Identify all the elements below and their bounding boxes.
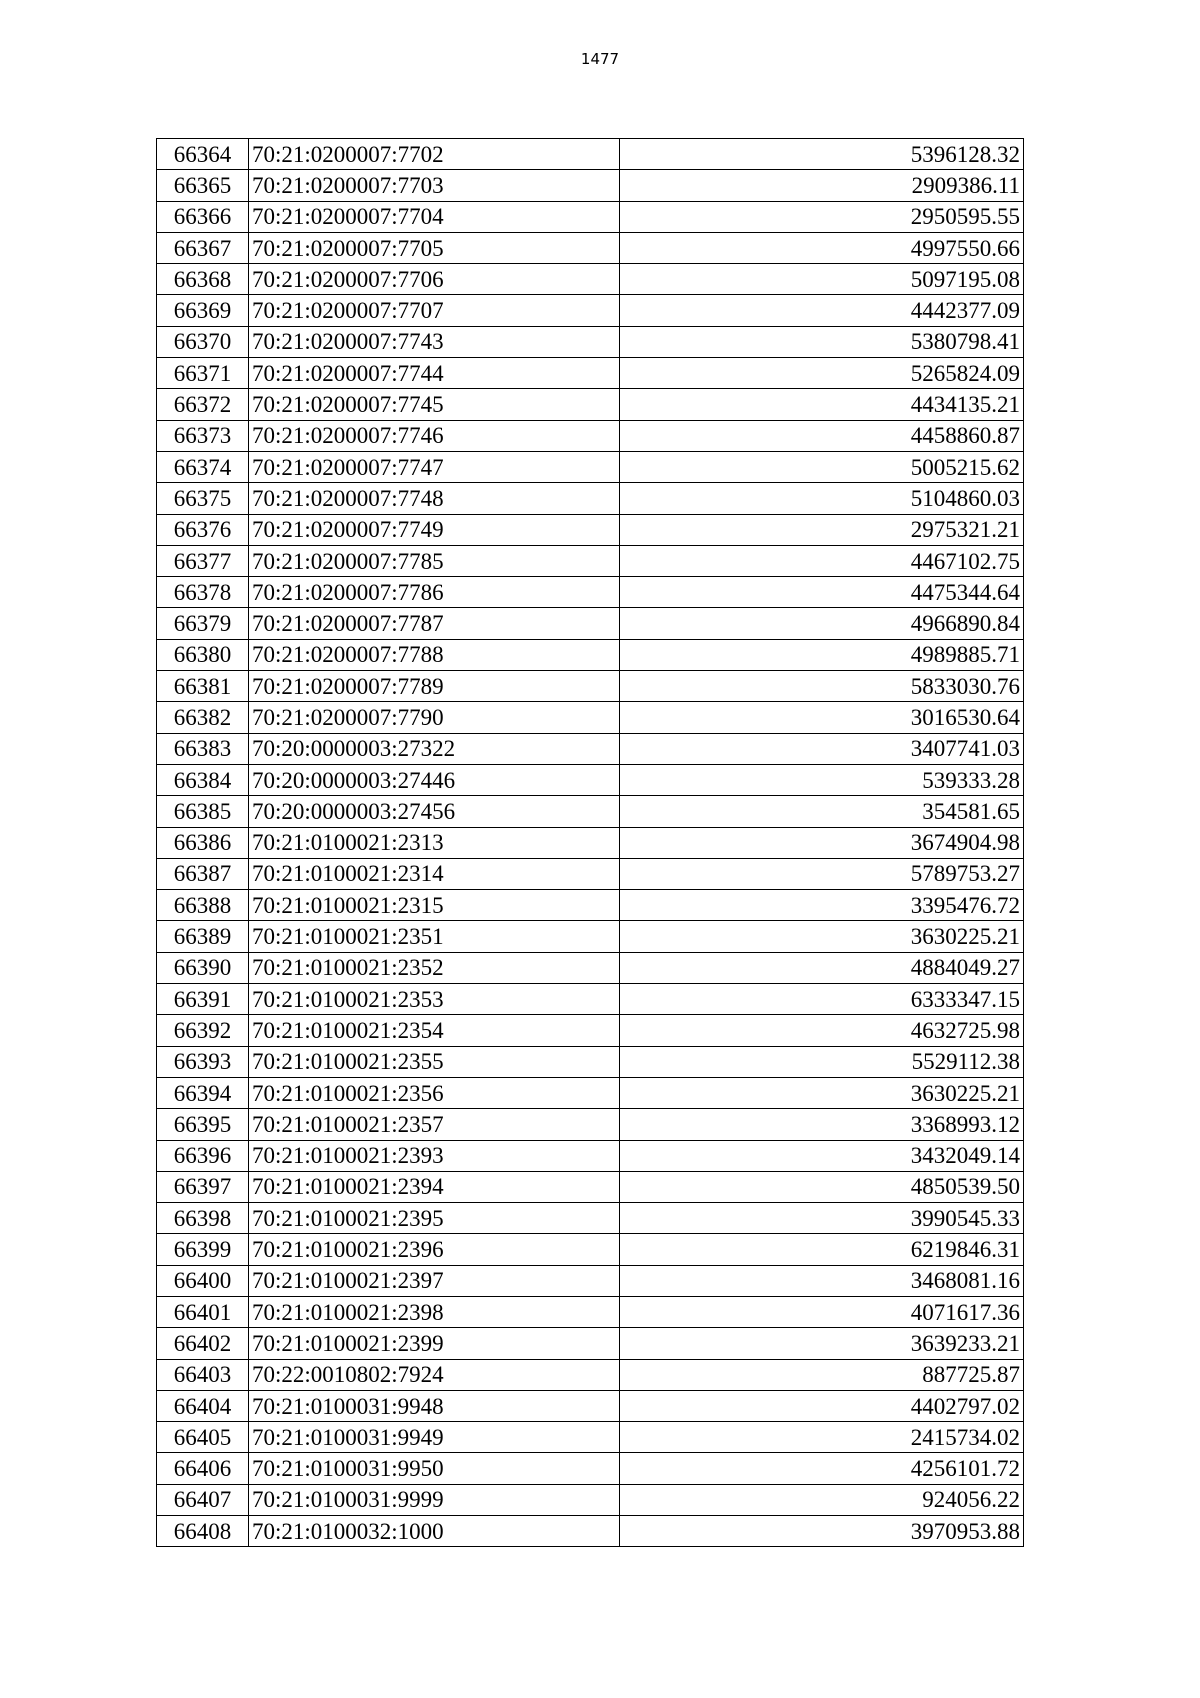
row-number-cell: 66393	[157, 1046, 249, 1077]
cadastral-number-cell: 70:21:0200007:7702	[249, 139, 620, 170]
cadastral-number-cell: 70:21:0100021:2393	[249, 1140, 620, 1171]
value-cell: 5833030.76	[620, 671, 1024, 702]
row-number-cell: 66376	[157, 514, 249, 545]
cadastral-number-cell: 70:21:0100021:2398	[249, 1296, 620, 1327]
row-number-cell: 66379	[157, 608, 249, 639]
value-cell: 5380798.41	[620, 326, 1024, 357]
table-row	[157, 733, 1024, 764]
value-cell: 5789753.27	[620, 858, 1024, 889]
table-row	[157, 545, 1024, 576]
value-cell: 4402797.02	[620, 1390, 1024, 1421]
value-cell: 887725.87	[620, 1359, 1024, 1390]
row-number-cell: 66366	[157, 201, 249, 232]
row-number-cell: 66396	[157, 1140, 249, 1171]
row-number-cell: 66389	[157, 921, 249, 952]
table-row	[157, 1046, 1024, 1077]
value-cell: 4989885.71	[620, 639, 1024, 670]
cadastral-number-cell: 70:21:0200007:7746	[249, 420, 620, 451]
row-number-cell: 66403	[157, 1359, 249, 1390]
table-row	[157, 952, 1024, 983]
cadastral-number-cell: 70:21:0200007:7785	[249, 545, 620, 576]
row-number-cell: 66384	[157, 764, 249, 795]
cadastral-number-cell: 70:21:0100021:2396	[249, 1234, 620, 1265]
value-cell: 4997550.66	[620, 232, 1024, 263]
table-row	[157, 139, 1024, 170]
table-row	[157, 1516, 1024, 1547]
table-row	[157, 295, 1024, 326]
row-number-cell: 66367	[157, 232, 249, 263]
table-row	[157, 1203, 1024, 1234]
row-number-cell: 66407	[157, 1484, 249, 1515]
table-row	[157, 984, 1024, 1015]
cadastral-number-cell: 70:21:0100021:2395	[249, 1203, 620, 1234]
row-number-cell: 66381	[157, 671, 249, 702]
cadastral-number-cell: 70:21:0100021:2357	[249, 1109, 620, 1140]
row-number-cell: 66371	[157, 358, 249, 389]
value-cell: 3639233.21	[620, 1328, 1024, 1359]
value-cell: 4434135.21	[620, 389, 1024, 420]
cadastral-number-cell: 70:21:0100021:2399	[249, 1328, 620, 1359]
value-cell: 3432049.14	[620, 1140, 1024, 1171]
row-number-cell: 66383	[157, 733, 249, 764]
value-cell: 5104860.03	[620, 483, 1024, 514]
row-number-cell: 66388	[157, 890, 249, 921]
cadastral-number-cell: 70:21:0100021:2313	[249, 827, 620, 858]
table-row	[157, 170, 1024, 201]
value-cell: 3368993.12	[620, 1109, 1024, 1140]
table-row	[157, 577, 1024, 608]
cadastral-number-cell: 70:21:0200007:7747	[249, 451, 620, 482]
value-cell: 2975321.21	[620, 514, 1024, 545]
cadastral-number-cell: 70:21:0200007:7707	[249, 295, 620, 326]
row-number-cell: 66406	[157, 1453, 249, 1484]
table-row	[157, 796, 1024, 827]
value-cell: 3016530.64	[620, 702, 1024, 733]
value-cell: 5396128.32	[620, 139, 1024, 170]
cadastral-number-cell: 70:20:0000003:27322	[249, 733, 620, 764]
table-row	[157, 1453, 1024, 1484]
value-cell: 2950595.55	[620, 201, 1024, 232]
row-number-cell: 66401	[157, 1296, 249, 1327]
table-row	[157, 764, 1024, 795]
table-row	[157, 420, 1024, 451]
value-cell: 3468081.16	[620, 1265, 1024, 1296]
page-number: 1477	[580, 50, 620, 68]
row-number-cell: 66405	[157, 1422, 249, 1453]
row-number-cell: 66373	[157, 420, 249, 451]
table-row	[157, 921, 1024, 952]
value-cell: 6333347.15	[620, 984, 1024, 1015]
cadastral-number-cell: 70:21:0200007:7703	[249, 170, 620, 201]
table-row	[157, 326, 1024, 357]
value-cell: 3630225.21	[620, 921, 1024, 952]
table-row	[157, 1296, 1024, 1327]
table-row	[157, 1140, 1024, 1171]
cadastral-number-cell: 70:21:0100031:9948	[249, 1390, 620, 1421]
row-number-cell: 66386	[157, 827, 249, 858]
table-row	[157, 1171, 1024, 1202]
value-cell: 4442377.09	[620, 295, 1024, 326]
value-cell: 4458860.87	[620, 420, 1024, 451]
row-number-cell: 66378	[157, 577, 249, 608]
value-cell: 6219846.31	[620, 1234, 1024, 1265]
table-row	[157, 264, 1024, 295]
table-row	[157, 201, 1024, 232]
cadastral-number-cell: 70:21:0200007:7704	[249, 201, 620, 232]
row-number-cell: 66365	[157, 170, 249, 201]
row-number-cell: 66374	[157, 451, 249, 482]
cadastral-number-cell: 70:21:0100021:2352	[249, 952, 620, 983]
value-cell: 3674904.98	[620, 827, 1024, 858]
cadastral-number-cell: 70:20:0000003:27456	[249, 796, 620, 827]
value-cell: 3990545.33	[620, 1203, 1024, 1234]
cadastral-number-cell: 70:21:0100032:1000	[249, 1516, 620, 1547]
cadastral-number-cell: 70:21:0100021:2314	[249, 858, 620, 889]
value-cell: 4850539.50	[620, 1171, 1024, 1202]
row-number-cell: 66395	[157, 1109, 249, 1140]
cadastral-number-cell: 70:21:0200007:7706	[249, 264, 620, 295]
row-number-cell: 66372	[157, 389, 249, 420]
value-cell: 3630225.21	[620, 1077, 1024, 1108]
cadastral-number-cell: 70:21:0100031:9999	[249, 1484, 620, 1515]
cadastral-number-cell: 70:21:0100021:2394	[249, 1171, 620, 1202]
cadastral-number-cell: 70:21:0200007:7745	[249, 389, 620, 420]
cadastral-number-cell: 70:21:0100031:9950	[249, 1453, 620, 1484]
cadastral-number-cell: 70:21:0100021:2354	[249, 1015, 620, 1046]
row-number-cell: 66400	[157, 1265, 249, 1296]
row-number-cell: 66408	[157, 1516, 249, 1547]
value-cell: 539333.28	[620, 764, 1024, 795]
table-row	[157, 890, 1024, 921]
cadastral-number-cell: 70:21:0100021:2356	[249, 1077, 620, 1108]
row-number-cell: 66397	[157, 1171, 249, 1202]
value-cell: 4467102.75	[620, 545, 1024, 576]
cadastral-number-cell: 70:21:0200007:7787	[249, 608, 620, 639]
data-table	[156, 138, 1024, 1547]
row-number-cell: 66391	[157, 984, 249, 1015]
cadastral-number-cell: 70:21:0200007:7743	[249, 326, 620, 357]
row-number-cell: 66364	[157, 139, 249, 170]
table-row	[157, 358, 1024, 389]
cadastral-number-cell: 70:20:0000003:27446	[249, 764, 620, 795]
cadastral-number-cell: 70:21:0200007:7748	[249, 483, 620, 514]
cadastral-number-cell: 70:21:0200007:7790	[249, 702, 620, 733]
row-number-cell: 66399	[157, 1234, 249, 1265]
value-cell: 3395476.72	[620, 890, 1024, 921]
table-row	[157, 671, 1024, 702]
row-number-cell: 66380	[157, 639, 249, 670]
cadastral-number-cell: 70:21:0200007:7789	[249, 671, 620, 702]
value-cell: 3407741.03	[620, 733, 1024, 764]
cadastral-number-cell: 70:22:0010802:7924	[249, 1359, 620, 1390]
row-number-cell: 66390	[157, 952, 249, 983]
row-number-cell: 66369	[157, 295, 249, 326]
row-number-cell: 66387	[157, 858, 249, 889]
table-row	[157, 1015, 1024, 1046]
value-cell: 4071617.36	[620, 1296, 1024, 1327]
row-number-cell: 66370	[157, 326, 249, 357]
table-row	[157, 1234, 1024, 1265]
table-row	[157, 514, 1024, 545]
cadastral-number-cell: 70:21:0200007:7788	[249, 639, 620, 670]
table-row	[157, 1422, 1024, 1453]
table-row	[157, 1109, 1024, 1140]
table-row	[157, 702, 1024, 733]
table-row	[157, 1390, 1024, 1421]
value-cell: 5529112.38	[620, 1046, 1024, 1077]
table-row	[157, 858, 1024, 889]
cadastral-number-cell: 70:21:0200007:7749	[249, 514, 620, 545]
value-cell: 4475344.64	[620, 577, 1024, 608]
value-cell: 3970953.88	[620, 1516, 1024, 1547]
value-cell: 5097195.08	[620, 264, 1024, 295]
value-cell: 924056.22	[620, 1484, 1024, 1515]
value-cell: 5005215.62	[620, 451, 1024, 482]
row-number-cell: 66375	[157, 483, 249, 514]
cadastral-number-cell: 70:21:0200007:7744	[249, 358, 620, 389]
table-row	[157, 1328, 1024, 1359]
table-row	[157, 608, 1024, 639]
value-cell: 4256101.72	[620, 1453, 1024, 1484]
table-row	[157, 1484, 1024, 1515]
row-number-cell: 66394	[157, 1077, 249, 1108]
table-row	[157, 827, 1024, 858]
table-row	[157, 483, 1024, 514]
value-cell: 4632725.98	[620, 1015, 1024, 1046]
row-number-cell: 66377	[157, 545, 249, 576]
value-cell: 4966890.84	[620, 608, 1024, 639]
value-cell: 2415734.02	[620, 1422, 1024, 1453]
row-number-cell: 66404	[157, 1390, 249, 1421]
cadastral-number-cell: 70:21:0100021:2315	[249, 890, 620, 921]
cadastral-number-cell: 70:21:0100021:2351	[249, 921, 620, 952]
value-cell: 354581.65	[620, 796, 1024, 827]
row-number-cell: 66382	[157, 702, 249, 733]
row-number-cell: 66392	[157, 1015, 249, 1046]
cadastral-number-cell: 70:21:0100021:2355	[249, 1046, 620, 1077]
value-cell: 4884049.27	[620, 952, 1024, 983]
row-number-cell: 66402	[157, 1328, 249, 1359]
table-row	[157, 451, 1024, 482]
table-body	[157, 139, 1024, 1547]
table-row	[157, 1265, 1024, 1296]
table-row	[157, 232, 1024, 263]
cadastral-number-cell: 70:21:0100021:2353	[249, 984, 620, 1015]
table-row	[157, 1359, 1024, 1390]
cadastral-number-cell: 70:21:0200007:7786	[249, 577, 620, 608]
row-number-cell: 66368	[157, 264, 249, 295]
value-cell: 5265824.09	[620, 358, 1024, 389]
row-number-cell: 66398	[157, 1203, 249, 1234]
row-number-cell: 66385	[157, 796, 249, 827]
cadastral-number-cell: 70:21:0100021:2397	[249, 1265, 620, 1296]
cadastral-number-cell: 70:21:0100031:9949	[249, 1422, 620, 1453]
value-cell: 2909386.11	[620, 170, 1024, 201]
table-row	[157, 639, 1024, 670]
cadastral-number-cell: 70:21:0200007:7705	[249, 232, 620, 263]
table-row	[157, 389, 1024, 420]
table-row	[157, 1077, 1024, 1108]
